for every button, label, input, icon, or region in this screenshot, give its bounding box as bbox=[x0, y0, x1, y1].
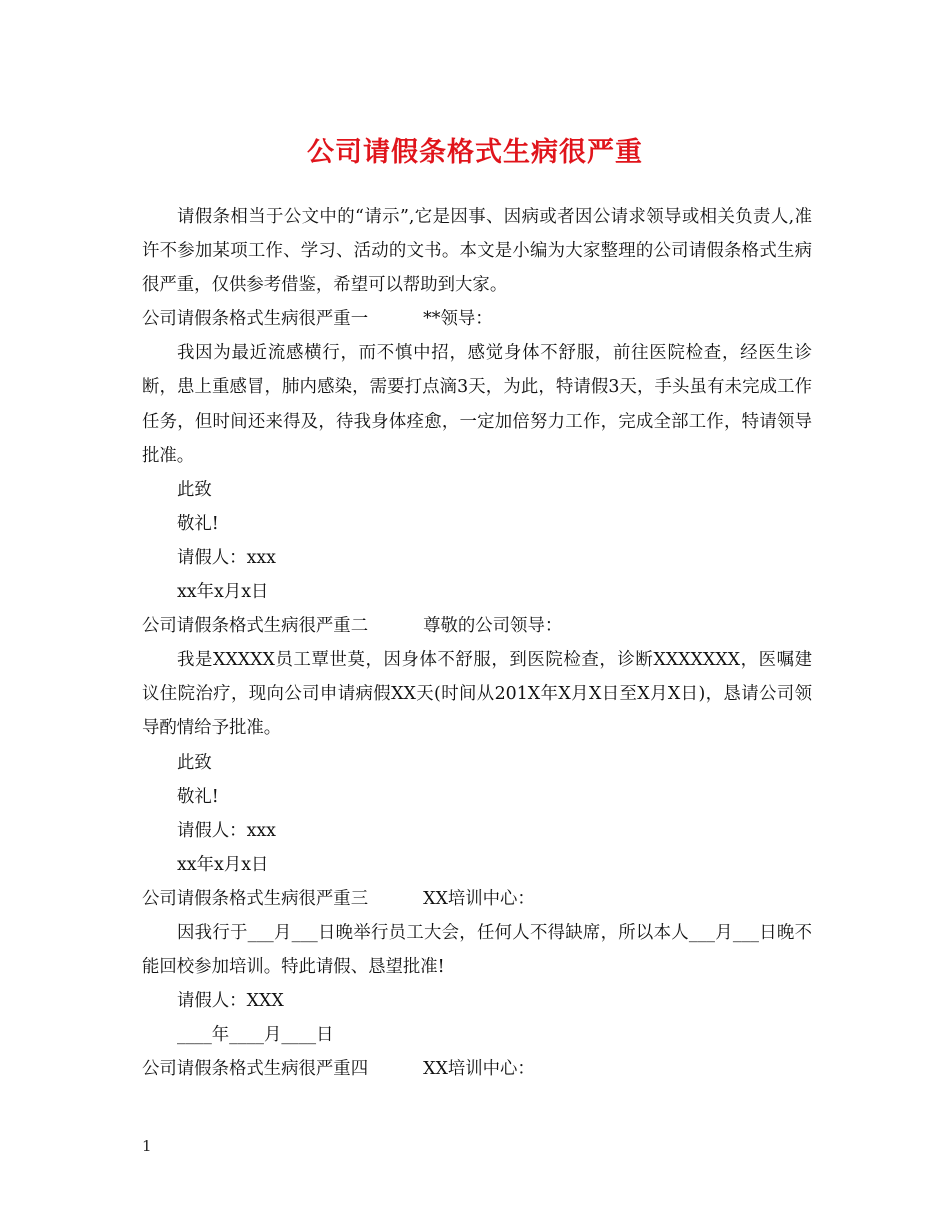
section-heading-text: 公司请假条格式生病很严重三 bbox=[142, 888, 369, 909]
letter-body-3: 因我行于___月___日晚举行员工大会，任何人不得缺席，所以本人___月___日晚不能回校参加培训。特此请假、恳望批准! bbox=[142, 922, 812, 978]
signer-2: 请假人：xxx bbox=[177, 820, 276, 841]
signer-1: 请假人：xxx bbox=[177, 547, 276, 568]
signer-3: 请假人：XXX bbox=[177, 991, 284, 1012]
document-body bbox=[142, 200, 812, 1086]
document-title: 公司请假条格式生病很严重 bbox=[307, 137, 643, 168]
date-3: ____年____月____日 bbox=[177, 1025, 334, 1046]
closing-1: 此致 bbox=[177, 479, 212, 500]
page-number: 1 bbox=[142, 1137, 152, 1155]
section-heading-4 bbox=[142, 1052, 812, 1086]
salute-1: 敬礼! bbox=[177, 513, 219, 534]
section-heading-1 bbox=[142, 302, 812, 336]
section-heading-2 bbox=[142, 609, 812, 643]
date-2: xx年x月x日 bbox=[177, 854, 269, 875]
letter-body-2: 我是XXXXX员工覃世莫，因身体不舒服，到医院检查，诊断XXXXXXX，医嘱建议住院治疗，现向公司申请病假XX天(时间从201X年X月X日至X月X日)，恳请公司领导酌情给予批准。 bbox=[142, 650, 812, 739]
addressee: XX培训中心： bbox=[423, 888, 535, 909]
section-heading-3 bbox=[142, 882, 812, 916]
intro-paragraph: 请假条相当于公文中的“请示”,它是因事、因病或者因公请求领导或相关负责人,准许不参加某项工作、学习、活动的文书。本文是小编为大家整理的公司请假条格式生病很严重，仅供参考借鉴，希望可以帮助到大家。 bbox=[142, 207, 812, 296]
addressee: XX培训中心： bbox=[423, 1059, 535, 1080]
section-heading-text: 公司请假条格式生病很严重一 bbox=[142, 309, 369, 330]
closing-2: 此致 bbox=[177, 752, 212, 773]
section-heading-text: 公司请假条格式生病很严重四 bbox=[142, 1059, 369, 1080]
date-1: xx年x月x日 bbox=[177, 582, 269, 603]
addressee: 尊敬的公司领导： bbox=[423, 616, 563, 637]
letter-body-1: 我因为最近流感横行，而不慎中招，感觉身体不舒服，前往医院检查，经医生诊断，患上重感冒，肺内感染，需要打点滴3天，为此，特请假3天，手头虽有未完成工作任务，但时间还来得及，待我身体痊愈，一定加倍努力工作，完成全部工作，特请领导批准。 bbox=[142, 343, 812, 466]
addressee: **领导： bbox=[423, 309, 493, 330]
salute-2: 敬礼! bbox=[177, 786, 219, 807]
section-heading-text: 公司请假条格式生病很严重二 bbox=[142, 616, 369, 637]
